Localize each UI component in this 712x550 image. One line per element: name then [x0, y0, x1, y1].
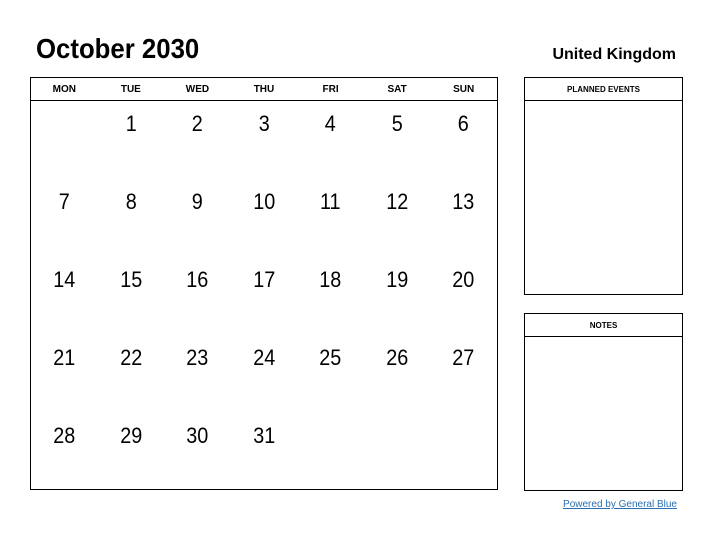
day-cell: 21	[53, 345, 76, 370]
day-cell	[367, 423, 427, 501]
day-cell	[301, 423, 361, 501]
day-cell: 10	[252, 189, 276, 214]
day-cell: 9	[191, 189, 203, 214]
calendar-days	[31, 101, 497, 501]
weekday-wed: WED	[185, 83, 210, 95]
weekday-fri: FRI	[322, 83, 339, 95]
powered-by-link[interactable]: Powered by General Blue	[563, 499, 677, 510]
planned-events-title: PLANNED EVENTS	[525, 78, 682, 101]
day-cell: 20	[452, 267, 475, 292]
weekday-sat: SAT	[387, 83, 407, 95]
country-label: United Kingdom	[552, 46, 676, 63]
calendar-grid	[30, 77, 498, 490]
weekday-sun: SUN	[453, 83, 475, 95]
day-cell: 18	[319, 267, 342, 292]
day-cell: 2	[191, 111, 203, 136]
day-cell: 14	[53, 267, 76, 292]
day-cell: 22	[119, 345, 142, 370]
day-cell: 29	[119, 423, 142, 448]
day-cell: 26	[386, 345, 409, 370]
day-cell: 1	[125, 111, 137, 136]
day-cell: 27	[452, 345, 475, 370]
day-cell: 31	[252, 423, 276, 448]
planned-events-panel	[524, 77, 683, 295]
day-cell: 4	[325, 111, 337, 136]
day-cell: 6	[458, 111, 470, 136]
day-cell: 12	[386, 189, 409, 214]
day-cell: 30	[186, 423, 209, 448]
day-cell: 28	[53, 423, 76, 448]
day-cell: 25	[319, 345, 342, 370]
day-cell: 19	[386, 267, 409, 292]
page-title: October 2030	[36, 33, 200, 64]
day-cell: 23	[186, 345, 209, 370]
day-cell: 17	[252, 267, 276, 292]
day-cell	[434, 423, 494, 501]
day-cell: 3	[258, 111, 270, 136]
day-cell: 13	[452, 189, 475, 214]
day-cell: 16	[186, 267, 209, 292]
day-cell: 8	[125, 189, 137, 214]
day-cell: 5	[391, 111, 403, 136]
day-cell	[34, 111, 94, 189]
notes-title: NOTES	[525, 314, 682, 337]
day-cell: 24	[252, 345, 276, 370]
weekday-header-row	[31, 78, 497, 101]
day-cell: 7	[58, 189, 70, 214]
weekday-mon: MON	[52, 83, 76, 95]
weekday-tue: TUE	[120, 83, 141, 95]
weekday-thu: THU	[253, 83, 275, 95]
day-cell: 11	[320, 189, 341, 214]
day-cell: 15	[119, 267, 142, 292]
notes-panel	[524, 313, 683, 491]
